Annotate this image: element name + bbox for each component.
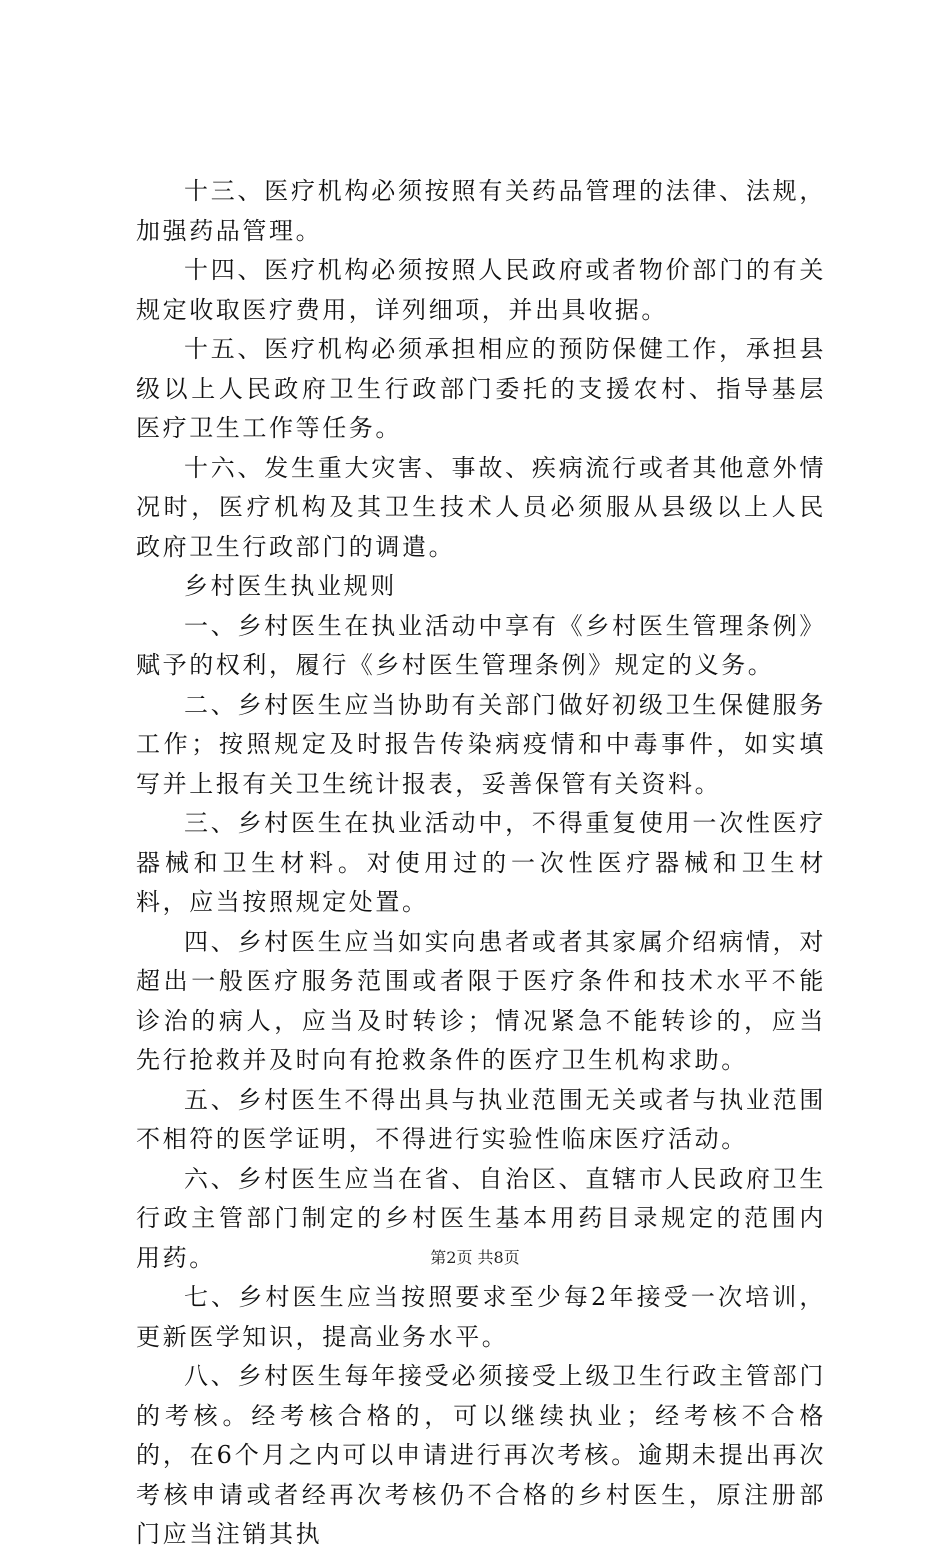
rule-2: 二、乡村医生应当协助有关部门做好初级卫生保健服务工作；按照规定及时报告传染病疫情和中毒事件，如实填写并上报有关卫生统计报表，妥善保管有关资料。 (136, 690, 826, 798)
paragraph-14: 十四、医疗机构必须按照人民政府或者物价部门的有关规定收取医疗费用，详列细项，并出具收据。 (136, 256, 826, 324)
page-footer: 第2页 共8页 (430, 1248, 520, 1267)
rule-3: 三、乡村医生在执业活动中，不得重复使用一次性医疗器械和卫生材料。对使用过的一次性医疗器械和卫生材料，应当按照规定处置。 (136, 809, 826, 916)
rule-4: 四、乡村医生应当如实向患者或者其家属介绍病情，对超出一般医疗服务范围或者限于医疗条件和技术水平不能诊治的病人，应当及时转诊；情况紧急不能转诊的，应当先行抢救并及时向有抢救条件的医疗卫生机构求助。 (136, 927, 826, 1074)
paragraph-15: 十五、医疗机构必须承担相应的预防保健工作，承担县级以上人民政府卫生行政部门委托的支援农村、指导基层医疗卫生工作等任务。 (136, 335, 826, 442)
document-body (136, 172, 826, 1555)
paragraph-16: 十六、发生重大灾害、事故、疾病流行或者其他意外情况时，医疗机构及其卫生技术人员必须服从县级以上人民政府卫生行政部门的调遣。 (136, 453, 826, 561)
section-heading: 乡村医生执业规则 (184, 572, 397, 600)
paragraph-13: 十三、医疗机构必须按照有关药品管理的法律、法规，加强药品管理。 (136, 177, 826, 245)
rule-5: 五、乡村医生不得出具与执业范围无关或者与执业范围不相符的医学证明，不得进行实验性临床医疗活动。 (136, 1085, 826, 1153)
rule-7: 七、乡村医生应当按照要求至少每2年接受一次培训，更新医学知识，提高业务水平。 (136, 1283, 826, 1351)
rule-1: 一、乡村医生在执业活动中享有《乡村医生管理条例》赋予的权利，履行《乡村医生管理条例》规定的义务。 (136, 611, 826, 679)
rule-8: 八、乡村医生每年接受必须接受上级卫生行政主管部门的考核。经考核合格的，可以继续执业；经考核不合格的，在6个月之内可以申请进行再次考核。逾期未提出再次考核申请或者经再次考核仍不合格的乡村医生，原注册部门应当注销其执 (136, 1362, 826, 1548)
rule-6: 六、乡村医生应当在省、自治区、直辖市人民政府卫生行政主管部门制定的乡村医生基本用药目录规定的范围内用药。 (136, 1164, 826, 1272)
